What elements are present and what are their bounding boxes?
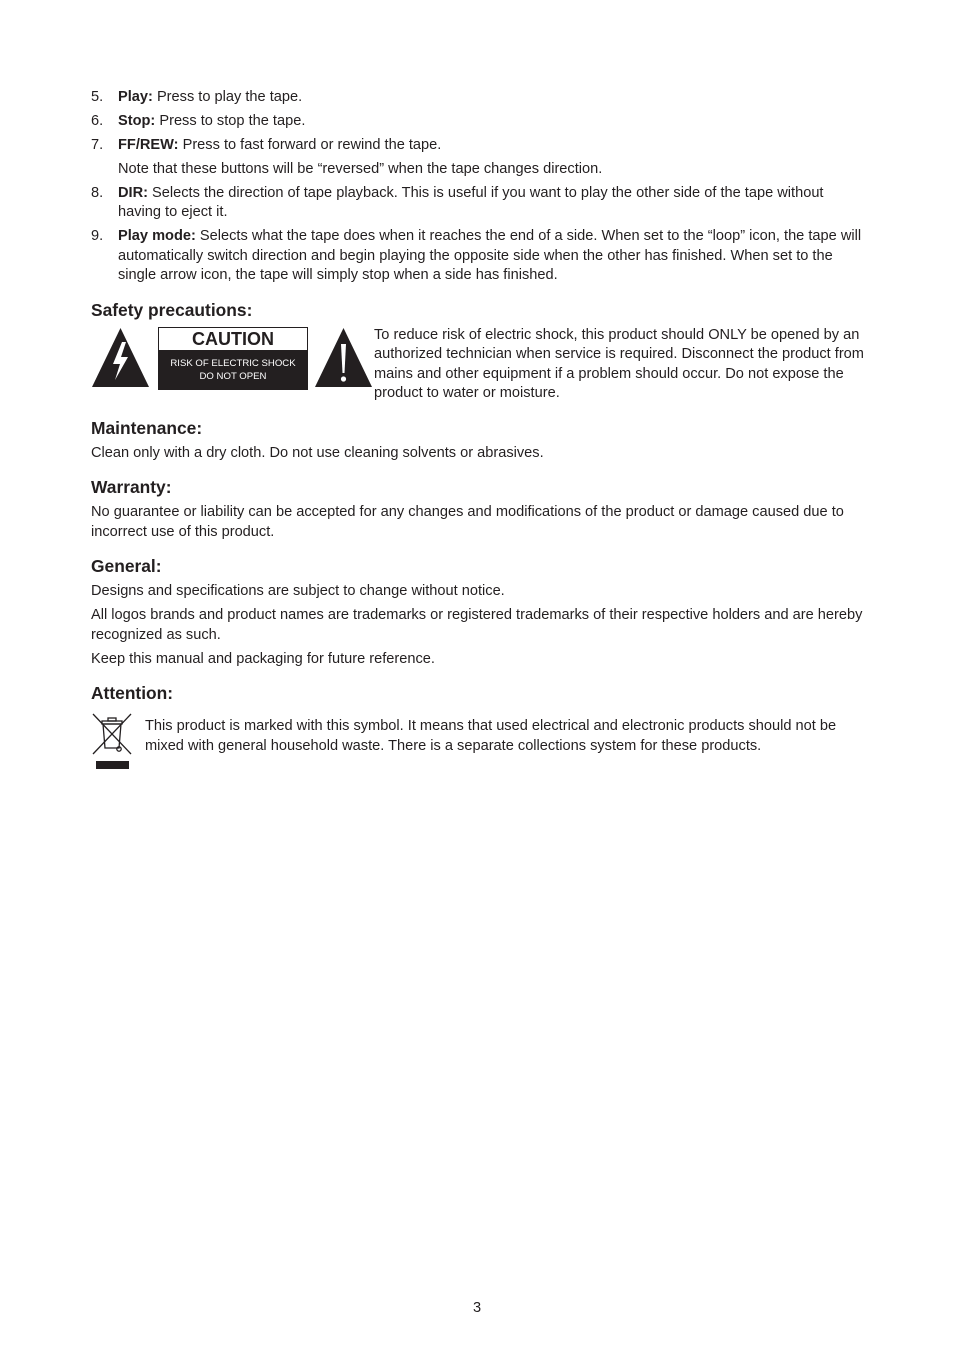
list-item: [91, 136, 866, 179]
list-item-note: Note that these buttons will be “reversed” when the tape changes direction.: [118, 160, 603, 177]
attention-text: This product is marked with this symbol. It means that used electrical and electronic products should not be mixed with general household waste. There is a separate collections system for these products.: [145, 718, 837, 754]
attention-heading: Attention:: [91, 683, 174, 703]
attention-row: [91, 712, 866, 772]
list-item-term: DIR:: [118, 184, 148, 201]
caution-title: CAUTION: [159, 328, 307, 350]
list-item: [91, 88, 866, 108]
list-item: [91, 184, 866, 223]
maintenance-text: Clean only with a dry cloth. Do not use cleaning solvents or abrasives.: [91, 444, 544, 461]
page-number: 3: [472, 1300, 482, 1316]
safety-section: [91, 299, 866, 404]
caution-label: [158, 327, 308, 390]
safety-row: [91, 326, 866, 404]
list-item-term: Stop:: [118, 113, 156, 129]
button-description-list: [91, 88, 866, 286]
manual-page: [91, 88, 866, 772]
list-item-term: Play mode:: [118, 228, 196, 244]
caution-subtext: [158, 357, 308, 383]
list-item-text: Selects what the tape does when it reaches the end of a side. When set to the “loop” icon, the tape will automatically switch direction and begin playing the opposite side when the other has finished. When set to the single arrow icon, the tape will simply stop when a side has finished.: [118, 228, 862, 283]
warranty-heading: Warranty:: [91, 477, 172, 497]
weee-crossed-bin-icon: [91, 712, 145, 772]
list-item-number: 7.: [91, 137, 104, 153]
caution-line-1: RISK OF ELECTRIC SHOCK: [170, 357, 296, 369]
list-item: [91, 227, 866, 286]
list-item: [91, 112, 866, 132]
list-item-text: Selects the direction of tape playback. This is useful if you want to play the other side of the tape without having to eject it.: [118, 184, 824, 220]
general-paragraph-3: Keep this manual and packaging for future reference.: [91, 650, 435, 667]
list-item-text: Press to play the tape.: [152, 89, 303, 105]
safety-heading: Safety precautions:: [91, 299, 253, 320]
safety-text: To reduce risk of electric shock, this product should ONLY be opened by an authorized technician when service is required. Disconnect the product from mains and other equipment if a problem should occur. Do not expose the product to water or moisture.: [374, 326, 864, 401]
lightning-warning-icon: [91, 326, 150, 389]
list-item-number: 9.: [91, 228, 104, 244]
list-item-number: 6.: [91, 113, 104, 129]
maintenance-section: [91, 417, 866, 464]
list-item-term: Play:: [118, 89, 153, 105]
general-paragraph-2: All logos brands and product names are trademarks or registered trademarks of their respective holders and are hereby recognized as such.: [91, 607, 863, 643]
list-item-text: Press to fast forward or rewind the tape.: [178, 137, 442, 153]
list-item-text: Press to stop the tape.: [155, 113, 306, 129]
caution-line-2: DO NOT OPEN: [199, 370, 267, 382]
warranty-text: No guarantee or liability can be accepted for any changes and modifications of the product or damage caused due to incorrect use of this product.: [91, 504, 844, 540]
list-item-term: FF/REW:: [118, 137, 179, 153]
general-paragraph-1: Designs and specifications are subject to change without notice.: [91, 583, 505, 599]
list-item-number: 8.: [91, 184, 104, 201]
warranty-section: [91, 476, 866, 542]
general-section: [91, 555, 866, 669]
caution-label-group: [91, 326, 374, 390]
maintenance-heading: Maintenance:: [91, 417, 203, 438]
list-item-number: 5.: [91, 89, 104, 105]
general-heading: General:: [91, 556, 162, 576]
attention-section: [91, 682, 866, 772]
exclamation-warning-icon: [314, 326, 373, 389]
